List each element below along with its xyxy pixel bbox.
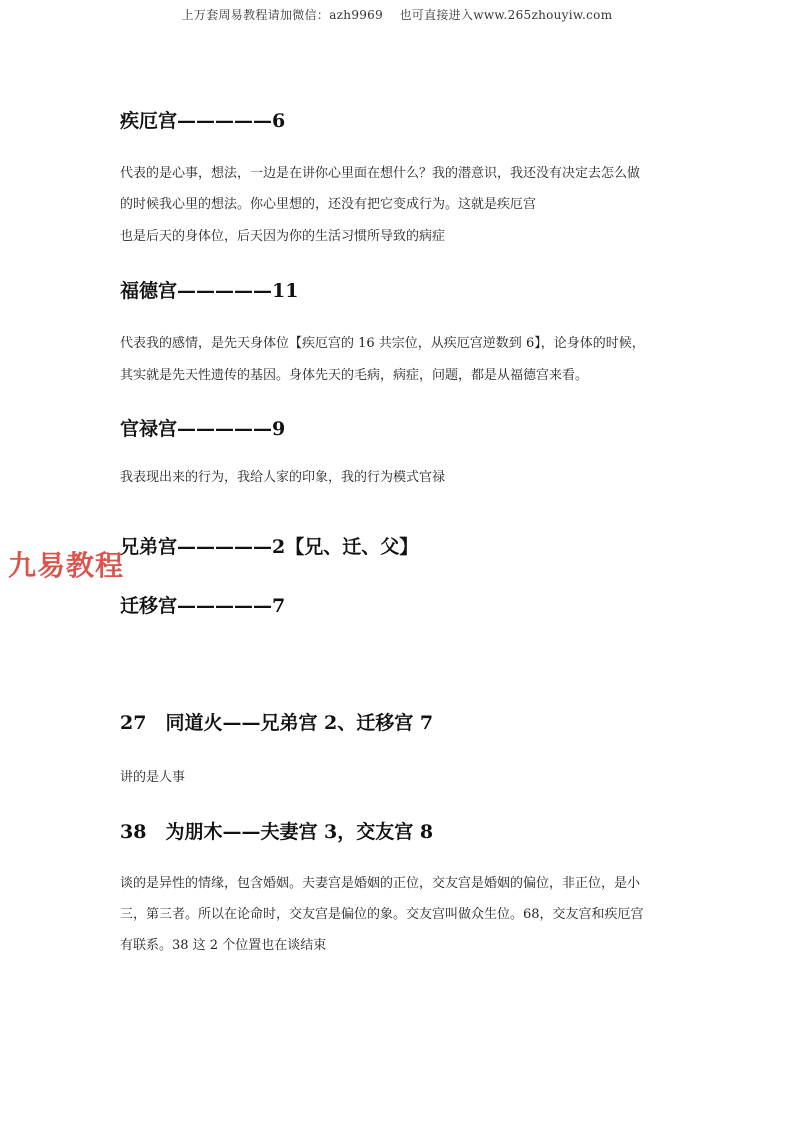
paragraph-line: 有联系。38 这 2 个位置也在谈结束 [120, 938, 327, 953]
page-header-ad: 上万套周易教程请加微信：azh9969 也可直接进入www.265zhouyiw.com [181, 8, 613, 22]
paragraph-line: 其实就是先天性遗传的基因。身体先天的毛病，病症，问题，都是从福德宫来看。 [120, 368, 589, 383]
paragraph-line: 的时候我心里的想法。你心里想的，还没有把它变成行为。这就是疾厄宫 [120, 197, 537, 212]
heading-38-weipeng-mu: 38 为朋木——夫妻宫 3，交友宫 8 [120, 821, 434, 843]
heading-jie-gong: 疾厄宫—————6 [120, 110, 286, 132]
heading-xiongdi-gong: 兄弟宫—————2【兄、迁、父】 [120, 536, 419, 558]
heading-27-tongdao-huo: 27 同道火——兄弟宫 2、迁移宫 7 [120, 712, 434, 734]
watermark-logo: 九易教程 [8, 549, 125, 582]
paragraph-line: 代表我的感情，是先天身体位【疾厄宫的 16 共宗位，从疾厄宫逆数到 6】，论身体的时候， [120, 336, 645, 351]
heading-fude-gong: 福德宫—————11 [120, 280, 299, 302]
paragraph-line: 代表的是心事，想法，一边是在讲你心里面在想什么？我的潜意识，我还没有决定去怎么做 [120, 166, 641, 181]
paragraph-line: 三，第三者。所以在论命时，交友宫是偏位的象。交友宫叫做众生位。68，交友宫和疾厄宫 [120, 907, 644, 922]
paragraph-line: 也是后天的身体位，后天因为你的生活习惯所导致的病症 [120, 229, 446, 244]
heading-qianyi-gong: 迁移宫—————7 [120, 595, 286, 617]
heading-guanlu-gong: 官禄宫—————9 [120, 418, 286, 440]
paragraph-line: 讲的是人事 [120, 770, 186, 785]
paragraph-line: 谈的是异性的情缘，包含婚姻。夫妻宫是婚姻的正位，交友宫是婚姻的偏位，非正位，是小 [120, 876, 641, 891]
paragraph-line: 我表现出来的行为，我给人家的印象，我的行为模式官禄 [120, 470, 446, 485]
